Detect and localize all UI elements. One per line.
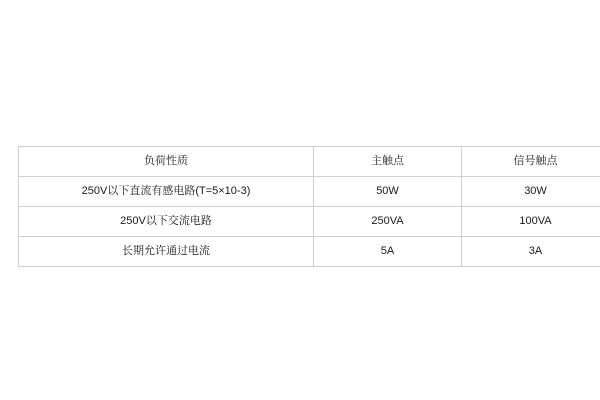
cell-signal-contact: 30W [462, 177, 600, 207]
cell-signal-contact: 3A [462, 237, 600, 267]
cell-main-contact: 50W [314, 177, 462, 207]
table-row [19, 207, 600, 237]
cell-load-type: 250V以下交流电路 [19, 207, 314, 237]
column-header-main-contact: 主触点 [314, 147, 462, 177]
cell-load-type: 长期允许通过电流 [19, 237, 314, 267]
cell-signal-contact: 100VA [462, 207, 600, 237]
table-row [19, 177, 600, 207]
cell-main-contact: 250VA [314, 207, 462, 237]
table-header-row [19, 147, 600, 177]
contact-capacity-table [18, 146, 600, 267]
cell-main-contact: 5A [314, 237, 462, 267]
table-row [19, 237, 600, 267]
column-header-load-type: 负荷性质 [19, 147, 314, 177]
column-header-signal-contact: 信号触点 [462, 147, 600, 177]
cell-load-type: 250V以下直流有感电路(T=5×10-3) [19, 177, 314, 207]
